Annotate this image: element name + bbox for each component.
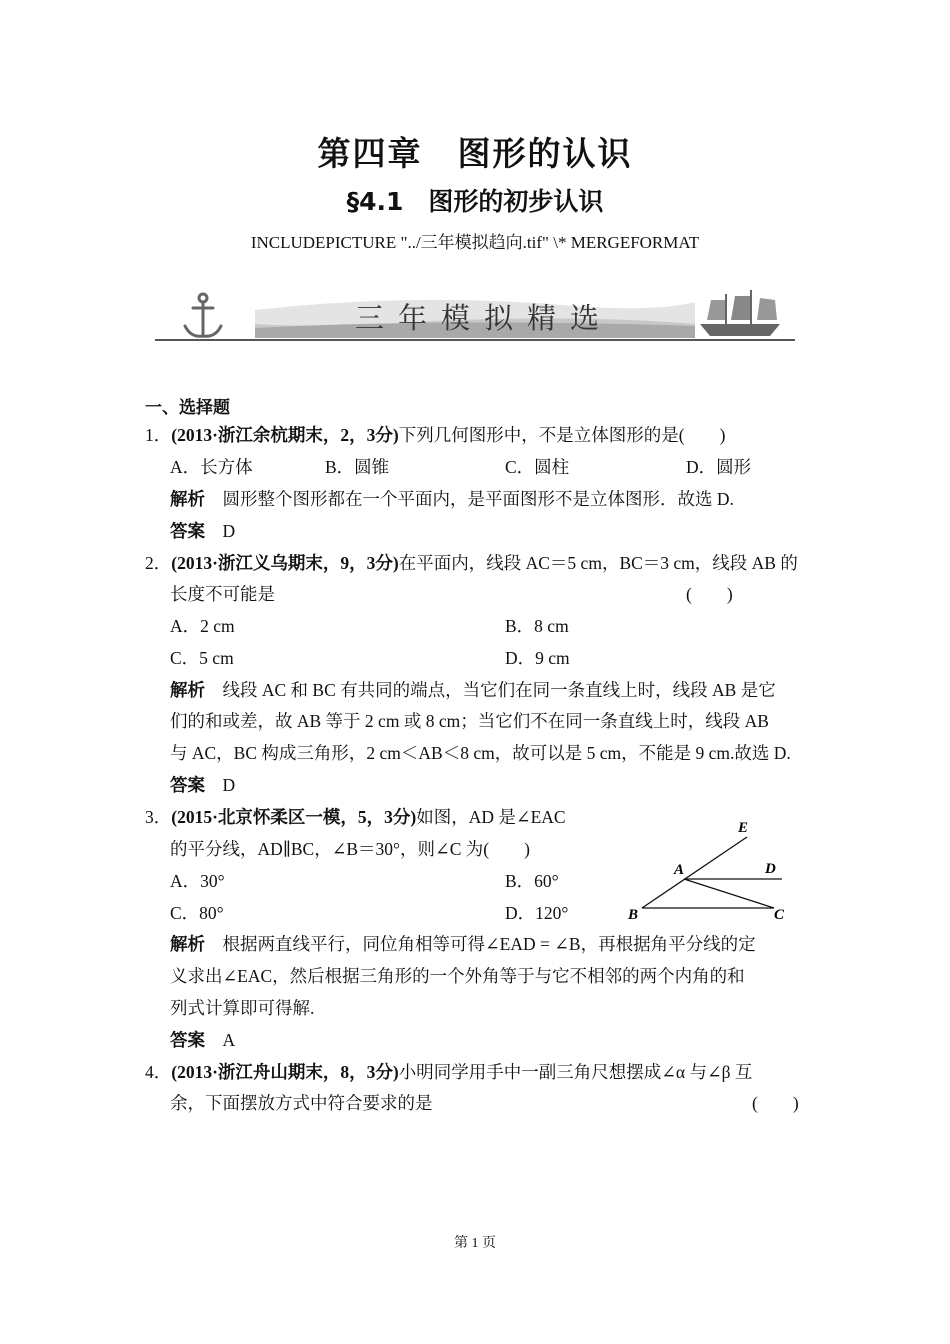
question-4: 4．(2013·浙江舟山期末，8，3分)小明同学用手中一副三角尺想摆成∠α 与∠β 互 bbox=[145, 1062, 753, 1082]
line-AC bbox=[684, 879, 774, 908]
analysis-3-line2: 义求出∠EAC，然后根据三角形的一个外角等于与它不相邻的两个内角的和 bbox=[170, 966, 745, 986]
banner-text: 三年模拟精选 bbox=[355, 301, 614, 335]
label-B: B bbox=[628, 907, 639, 923]
answer-3: 答案 A bbox=[170, 1030, 236, 1050]
question-2-source: (2013·浙江义乌期末，9，3分) bbox=[171, 553, 399, 573]
question-4-source: (2013·浙江舟山期末，8，3分) bbox=[171, 1062, 399, 1082]
option-1d: D．圆形 bbox=[686, 457, 752, 477]
question-1: 1．(2013·浙江余杭期末，2，3分)下列几何图形中，不是立体图形的是( ) bbox=[145, 425, 726, 445]
line-BE bbox=[642, 837, 747, 908]
question-3-stem: 如图，AD 是∠EAC bbox=[416, 807, 566, 827]
analysis-3-line3: 列式计算即可得解. bbox=[170, 998, 315, 1018]
label-C: C bbox=[774, 907, 785, 923]
option-1c: C．圆柱 bbox=[505, 457, 570, 477]
analysis-3-line1: 解析 根据两直线平行，同位角相等可得∠EAD = ∠B，再根据角平分线的定 bbox=[170, 934, 756, 954]
question-1-stem: 下列几何图形中，不是立体图形的是( ) bbox=[398, 425, 726, 445]
analysis-2-line2: 们的和或差，故 AB 等于 2 cm 或 8 cm；当它们不在同一条直线上时，线段 AB bbox=[170, 711, 769, 731]
label-D: D bbox=[765, 861, 776, 877]
question-1-source: (2013·浙江余杭期末，2，3分) bbox=[171, 425, 399, 445]
page-number: 第 1 页 bbox=[454, 1236, 496, 1251]
question-3: 3．(2015·北京怀柔区一模，5，3分)如图，AD 是∠EAC bbox=[145, 807, 566, 827]
banner bbox=[155, 288, 795, 346]
question-4-bracket: ( ) bbox=[752, 1093, 799, 1113]
question-4-stem: 小明同学用手中一副三角尺想摆成∠α 与∠β 互 bbox=[398, 1062, 753, 1082]
analysis-2-line3: 与 AC，BC 构成三角形，2 cm＜AB＜8 cm，故可以是 5 cm，不能是 9 cm.故选 D. bbox=[170, 743, 791, 763]
answer-1: 答案 D bbox=[170, 521, 236, 541]
answer-2: 答案 D bbox=[170, 775, 236, 795]
question-4-stem-line2: 余，下面摆放方式中符合要求的是 bbox=[170, 1093, 433, 1113]
chapter-title: 第四章 图形的认识 bbox=[317, 134, 633, 173]
question-3-stem-line2: 的平分线，AD∥BC，∠B＝30°，则∠C 为( ) bbox=[170, 839, 530, 859]
label-E: E bbox=[738, 820, 749, 836]
angle-bisector-figure bbox=[622, 815, 797, 925]
question-2-bracket: ( ) bbox=[686, 584, 733, 604]
option-2a: A．2 cm bbox=[170, 616, 235, 636]
section-heading: 一、选择题 bbox=[145, 398, 230, 418]
question-2: 2．(2013·浙江义乌期末，9，3分)在平面内，线段 AC＝5 cm，BC＝3 cm，线段 AB 的 bbox=[145, 553, 798, 573]
option-3a: A．30° bbox=[170, 871, 225, 891]
option-3b: B．60° bbox=[505, 871, 559, 891]
question-2-stem-line2: 长度不可能是 bbox=[170, 584, 275, 604]
option-1b: B．圆锥 bbox=[325, 457, 390, 477]
option-3c: C．80° bbox=[170, 903, 224, 923]
question-3-source: (2015·北京怀柔区一模，5，3分) bbox=[171, 807, 417, 827]
anchor-icon bbox=[185, 294, 221, 336]
analysis-2-line1: 解析 线段 AC 和 BC 有共同的端点，当它们在同一条直线上时，线段 AB 是它 bbox=[170, 680, 776, 700]
option-1a: A．长方体 bbox=[170, 457, 253, 477]
option-2b: B．8 cm bbox=[505, 616, 569, 636]
label-A: A bbox=[674, 862, 685, 878]
option-2c: C．5 cm bbox=[170, 648, 234, 668]
analysis-1: 解析 圆形整个图形都在一个平面内，是平面图形不是立体图形．故选 D. bbox=[170, 489, 734, 509]
include-field-code: INCLUDEPICTURE "../三年模拟趋向.tif" \* MERGEFORMAT bbox=[250, 233, 700, 252]
section-title: §4.1 图形的初步认识 bbox=[346, 187, 604, 216]
option-3d: D．120° bbox=[505, 903, 569, 923]
sailing-ship-icon bbox=[700, 290, 780, 336]
option-2d: D．9 cm bbox=[505, 648, 570, 668]
question-2-stem: 在平面内，线段 AC＝5 cm，BC＝3 cm，线段 AB 的 bbox=[398, 553, 798, 573]
